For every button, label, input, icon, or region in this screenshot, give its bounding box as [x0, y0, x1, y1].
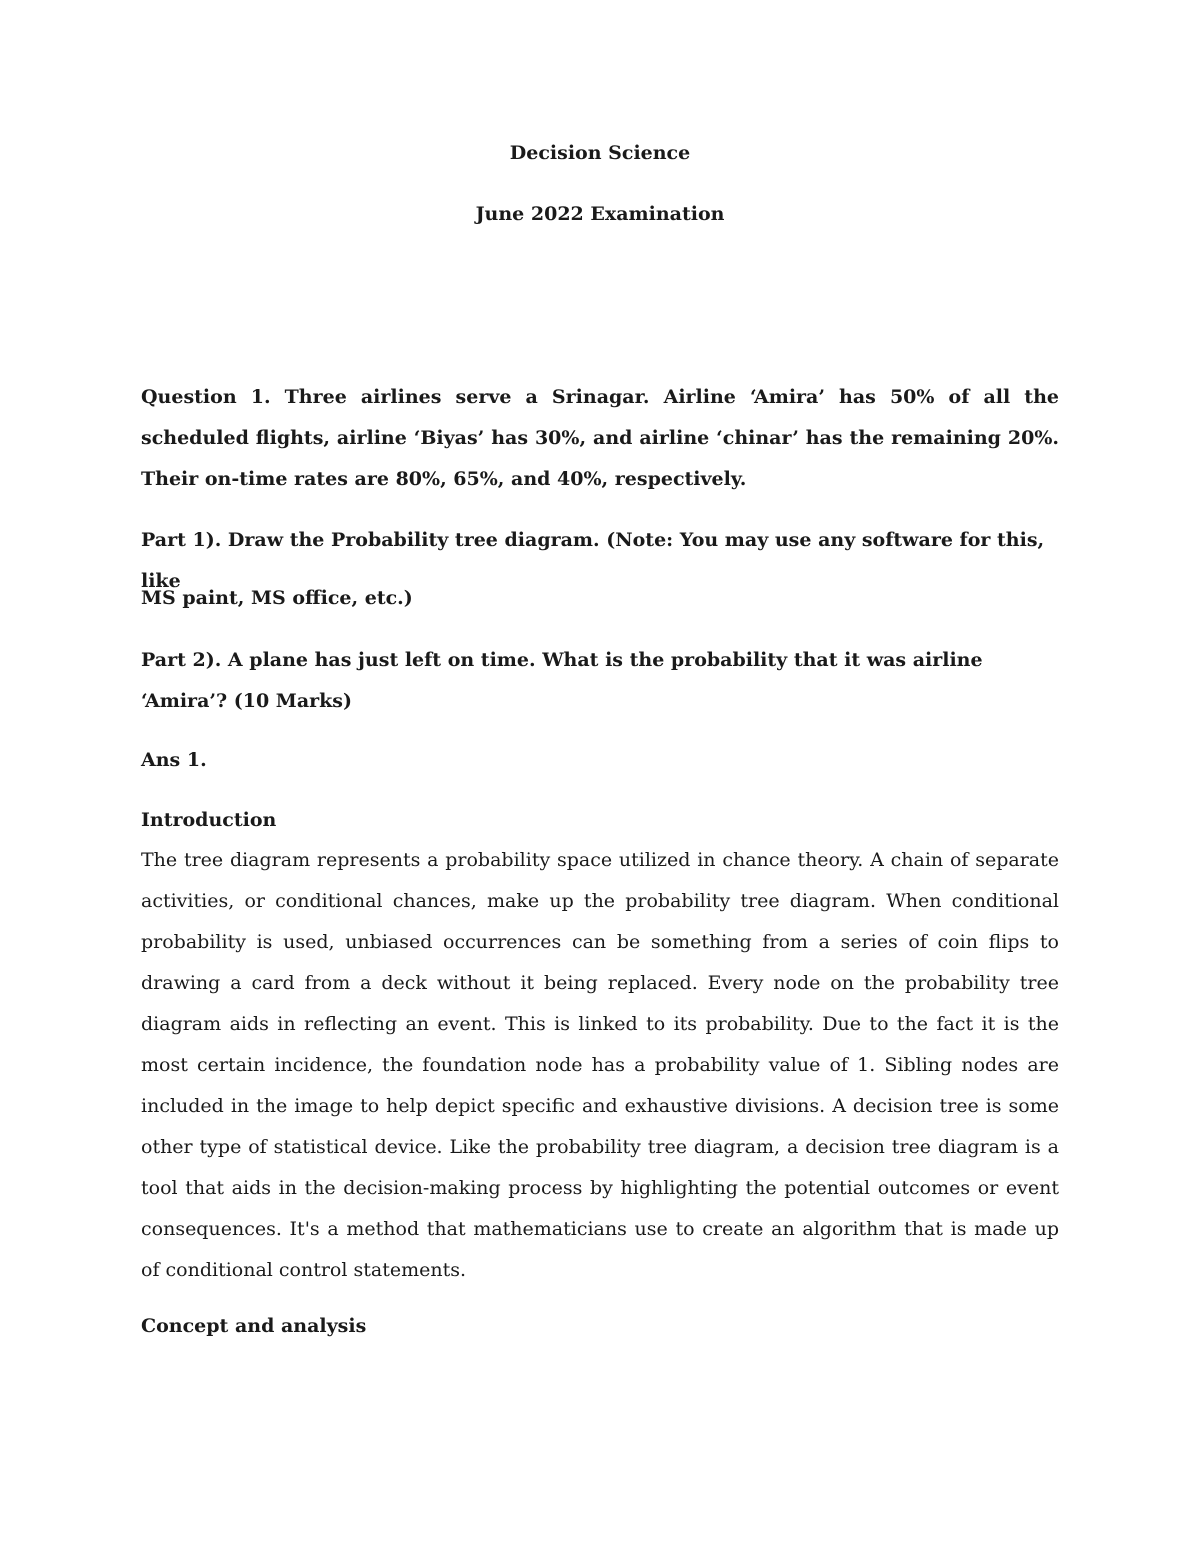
intro-heading: Introduction: [141, 809, 277, 831]
document-title: Decision Science: [509, 142, 691, 164]
answer-label: Ans 1.: [141, 749, 207, 771]
part2-text: Part 2). A plane has just left on time. What is the probability that it was airline ‘Amira’? (10 Marks): [141, 649, 983, 712]
intro-paragraph: The tree diagram represents a probability space utilized in chance theory. A chain of separate activities, or conditional chances, make up the probability tree diagram. When conditional probability is used, unbiased occurrences can be something from a series of coin flips to drawing a card from a deck without it being replaced. Every node on the probability tree diagram aids in reflecting an event. This is linked to its probability. Due to the fact it is the most certain incidence, the foundation node has a probability value of 1. Sibling nodes are included in the image to help depict specific and exhaustive divisions. A decision tree is some other type of statistical device. Like the probability tree diagram, a decision tree diagram is a tool that aids in the decision-making process by highlighting the potential outcomes or event consequences. It's a method that mathematicians use to create an algorithm that is made up of conditional control statements.: [141, 849, 1059, 1281]
question-text: Question 1. Three airlines serve a Srinagar. Airline ‘Amira’ has 50% of all the scheduled flights, airline ‘Biyas’ has 30%, and airline ‘chinar’ has the remaining 20%. Their on-time rates are 80%, 65%, and 40%, respectively.: [141, 386, 1059, 490]
part1-line1: Part 1). Draw the Probability tree diagram. (Note: You may use any software for this, like: [141, 529, 1045, 592]
document-subtitle: June 2022 Examination: [475, 203, 725, 225]
concept-heading: Concept and analysis: [141, 1315, 367, 1337]
part1-line2: MS paint, MS office, etc.): [141, 587, 413, 609]
